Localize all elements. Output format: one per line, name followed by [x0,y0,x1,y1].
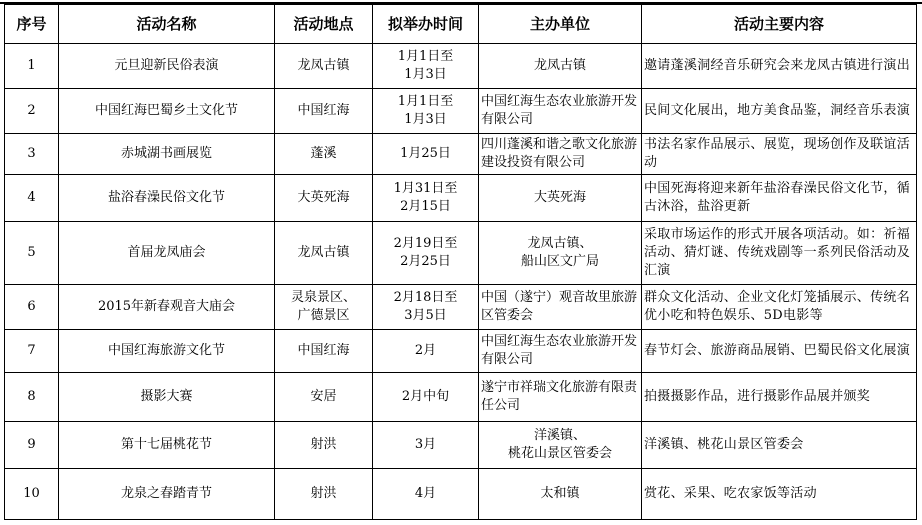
cell-name: 第十七届桃花节 [59,422,275,469]
table-row [5,44,917,89]
cell-place: 灵泉景区、 广德景区 [275,285,373,330]
cell-content: 邀请蓬溪洞经音乐研究会来龙凤古镇进行演出 [642,44,917,89]
cell-place: 射洪 [275,469,373,520]
cell-name: 盐浴春澡民俗文化节 [59,175,275,222]
cell-content: 书法名家作品展示、展览，现场创作及联谊活动 [642,134,917,175]
cell-name: 赤城湖书画展览 [59,134,275,175]
cell-time: 2月 [373,330,479,373]
header-row [5,5,917,44]
cell-time: 2月19日至 2月25日 [373,222,479,285]
cell-place: 大英死海 [275,175,373,222]
cell-content: 中国死海将迎来新年盐浴春澡民俗文化节，循古沐浴，盐浴更新 [642,175,917,222]
cell-no: 7 [5,330,59,373]
cell-content: 春节灯会、旅游商品展销、巴蜀民俗文化展演 [642,330,917,373]
cell-no: 6 [5,285,59,330]
cell-no: 5 [5,222,59,285]
cell-place: 蓬溪 [275,134,373,175]
table-row [5,422,917,469]
cell-time: 1月1日至 1月3日 [373,44,479,89]
table-row [5,330,917,373]
cell-place: 中国红海 [275,89,373,134]
cell-time: 2月中旬 [373,373,479,422]
cell-time: 1月25日 [373,134,479,175]
header-org: 主办单位 [479,5,642,44]
cell-org: 遂宁市祥瑞文化旅游有限责任公司 [479,373,642,422]
cell-org: 四川蓬溪和谐之歌文化旅游建设投资有限公司 [479,134,642,175]
cell-org: 中国（遂宁）观音故里旅游区管委会 [479,285,642,330]
cell-org: 太和镇 [479,469,642,520]
cell-time: 3月 [373,422,479,469]
cell-no: 2 [5,89,59,134]
header-name: 活动名称 [59,5,275,44]
cell-time: 1月31日至 2月15日 [373,175,479,222]
cell-place: 龙凤古镇 [275,44,373,89]
cell-no: 9 [5,422,59,469]
cell-time: 1月1日至 1月3日 [373,89,479,134]
cell-no: 3 [5,134,59,175]
cell-name: 中国红海巴蜀乡土文化节 [59,89,275,134]
header-content: 活动主要内容 [642,5,917,44]
cell-time: 4月 [373,469,479,520]
events-table [4,4,917,520]
table-row [5,469,917,520]
header-place: 活动地点 [275,5,373,44]
header-time: 拟举办时间 [373,5,479,44]
cell-content: 洋溪镇、桃花山景区管委会 [642,422,917,469]
cell-name: 龙泉之春踏青节 [59,469,275,520]
cell-content: 采取市场运作的形式开展各项活动。如：祈福活动、猜灯谜、传统戏剧等一系列民俗活动及汇演 [642,222,917,285]
cell-name: 元旦迎新民俗表演 [59,44,275,89]
cell-place: 龙凤古镇 [275,222,373,285]
cell-org: 中国红海生态农业旅游开发有限公司 [479,330,642,373]
cell-org: 大英死海 [479,175,642,222]
table-row [5,134,917,175]
cell-content: 群众文化活动、企业文化灯笼插展示、传统名优小吃和特色娱乐、5D电影等 [642,285,917,330]
cell-no: 4 [5,175,59,222]
cell-content: 赏花、采果、吃农家饭等活动 [642,469,917,520]
cell-place: 中国红海 [275,330,373,373]
cell-time: 2月18日至 3月5日 [373,285,479,330]
cell-org: 龙凤古镇 [479,44,642,89]
cell-place: 安居 [275,373,373,422]
cell-place: 射洪 [275,422,373,469]
header-no: 序号 [5,5,59,44]
cell-content: 拍摄摄影作品，进行摄影作品展并颁奖 [642,373,917,422]
cell-org: 龙凤古镇、 船山区文广局 [479,222,642,285]
cell-no: 8 [5,373,59,422]
cell-no: 1 [5,44,59,89]
cell-name: 首届龙凤庙会 [59,222,275,285]
cell-org: 中国红海生态农业旅游开发有限公司 [479,89,642,134]
cell-org: 洋溪镇、 桃花山景区管委会 [479,422,642,469]
cell-content: 民间文化展出，地方美食品鉴，洞经音乐表演 [642,89,917,134]
cell-name: 2015年新春观音大庙会 [59,285,275,330]
cell-name: 摄影大赛 [59,373,275,422]
cell-no: 10 [5,469,59,520]
table-row [5,89,917,134]
table-row [5,285,917,330]
table-row [5,373,917,422]
table-row [5,175,917,222]
table-row [5,222,917,285]
cell-name: 中国红海旅游文化节 [59,330,275,373]
